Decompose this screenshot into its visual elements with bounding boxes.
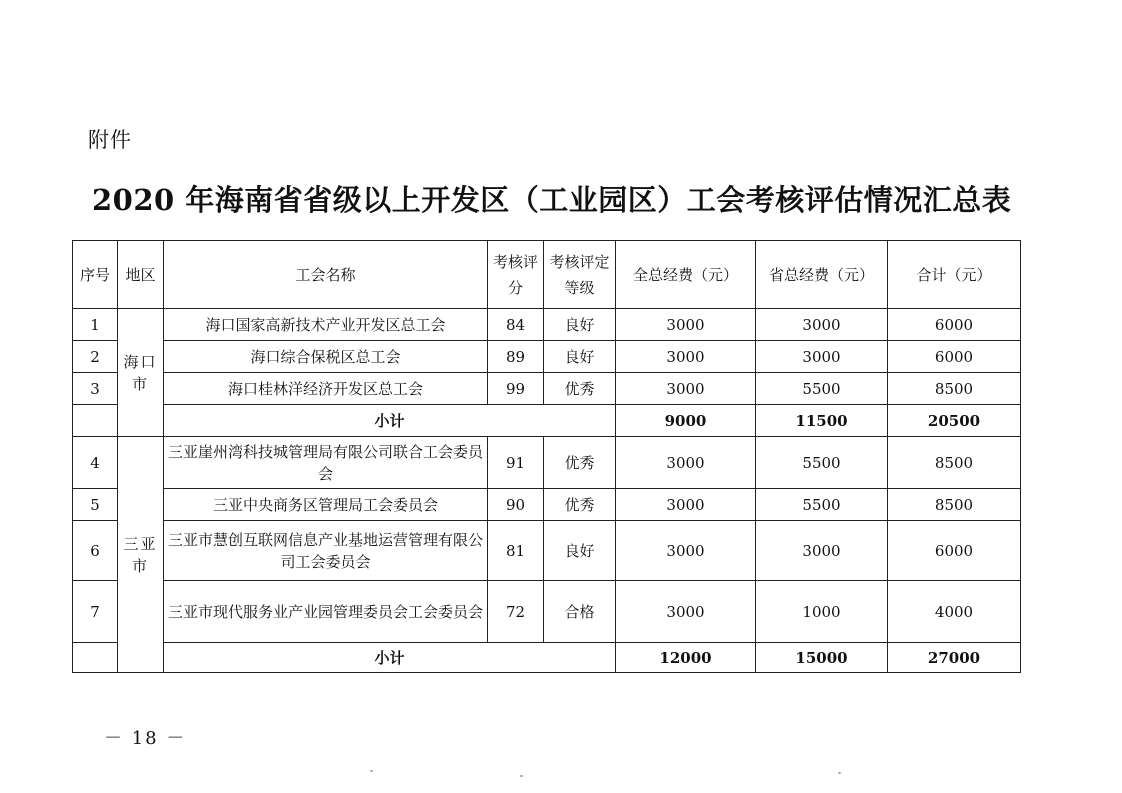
subtotal-row [73, 643, 1021, 673]
subtotal-label: 小计 [164, 405, 616, 437]
subtotal-seq-empty [73, 405, 118, 437]
row-provincial-funds: 5500 [756, 489, 888, 521]
scan-speck [520, 775, 523, 777]
header-national-funds: 全总经费（元） [616, 241, 756, 309]
row-provincial-funds: 3000 [756, 341, 888, 373]
union-name: 三亚崖州湾科技城管理局有限公司联合工会委员会 [164, 437, 488, 489]
row-grade: 合格 [544, 581, 616, 643]
union-name: 三亚中央商务区管理局工会委员会 [164, 489, 488, 521]
row-national-funds: 3000 [616, 521, 756, 581]
row-score: 90 [488, 489, 544, 521]
row-national-funds: 3000 [616, 489, 756, 521]
subtotal-provincial-funds: 11500 [756, 405, 888, 437]
row-grade: 优秀 [544, 437, 616, 489]
region-cell: 海口市 [118, 309, 164, 437]
region-cell: 三亚市 [118, 437, 164, 673]
row-provincial-funds: 5500 [756, 373, 888, 405]
row-seq: 7 [73, 581, 118, 643]
row-national-funds: 3000 [616, 373, 756, 405]
table-row [73, 373, 1021, 405]
header-seq: 序号 [73, 241, 118, 309]
subtotal-label: 小计 [164, 643, 616, 673]
row-score: 89 [488, 341, 544, 373]
row-national-funds: 3000 [616, 437, 756, 489]
subtotal-provincial-funds: 15000 [756, 643, 888, 673]
row-total: 6000 [888, 309, 1021, 341]
subtotal-total: 20500 [888, 405, 1021, 437]
table-row [73, 489, 1021, 521]
row-provincial-funds: 3000 [756, 309, 888, 341]
union-name: 海口桂林洋经济开发区总工会 [164, 373, 488, 405]
row-total: 8500 [888, 489, 1021, 521]
union-name: 三亚市现代服务业产业园管理委员会工会委员会 [164, 581, 488, 643]
row-provincial-funds: 5500 [756, 437, 888, 489]
scan-speck [370, 770, 373, 772]
table-row [73, 341, 1021, 373]
union-name: 海口综合保税区总工会 [164, 341, 488, 373]
row-score: 72 [488, 581, 544, 643]
row-national-funds: 3000 [616, 309, 756, 341]
row-seq: 4 [73, 437, 118, 489]
row-grade: 良好 [544, 341, 616, 373]
row-provincial-funds: 1000 [756, 581, 888, 643]
row-seq: 3 [73, 373, 118, 405]
row-grade: 优秀 [544, 489, 616, 521]
row-national-funds: 3000 [616, 581, 756, 643]
row-score: 84 [488, 309, 544, 341]
row-provincial-funds: 3000 [756, 521, 888, 581]
header-provincial-funds: 省总经费（元） [756, 241, 888, 309]
row-total: 6000 [888, 341, 1021, 373]
row-score: 91 [488, 437, 544, 489]
union-name: 海口国家高新技术产业开发区总工会 [164, 309, 488, 341]
row-total: 8500 [888, 437, 1021, 489]
union-name: 三亚市慧创互联网信息产业基地运营管理有限公司工会委员会 [164, 521, 488, 581]
row-score: 81 [488, 521, 544, 581]
subtotal-national-funds: 9000 [616, 405, 756, 437]
summary-table [72, 240, 1021, 673]
table-body [73, 309, 1021, 673]
header-score: 考核评分 [488, 241, 544, 309]
table-row [73, 309, 1021, 341]
page-number: － 18 － [104, 728, 187, 749]
header-name: 工会名称 [164, 241, 488, 309]
row-seq: 1 [73, 309, 118, 341]
row-seq: 6 [73, 521, 118, 581]
table-row [73, 521, 1021, 581]
attachment-label: 附件 [88, 128, 132, 152]
header-total: 合计（元） [888, 241, 1021, 309]
header-grade: 考核评定等级 [544, 241, 616, 309]
row-national-funds: 3000 [616, 341, 756, 373]
subtotal-row [73, 405, 1021, 437]
table-row [73, 437, 1021, 489]
subtotal-national-funds: 12000 [616, 643, 756, 673]
subtotal-total: 27000 [888, 643, 1021, 673]
row-grade: 优秀 [544, 373, 616, 405]
document-title: 2020 年海南省省级以上开发区（工业园区）工会考核评估情况汇总表 [92, 183, 1012, 217]
table-row [73, 581, 1021, 643]
subtotal-seq-empty [73, 643, 118, 673]
row-grade: 良好 [544, 309, 616, 341]
row-seq: 2 [73, 341, 118, 373]
row-score: 99 [488, 373, 544, 405]
row-total: 4000 [888, 581, 1021, 643]
row-seq: 5 [73, 489, 118, 521]
header-row [73, 241, 1021, 309]
scan-speck [838, 772, 841, 774]
row-total: 8500 [888, 373, 1021, 405]
row-total: 6000 [888, 521, 1021, 581]
header-region: 地区 [118, 241, 164, 309]
row-grade: 良好 [544, 521, 616, 581]
